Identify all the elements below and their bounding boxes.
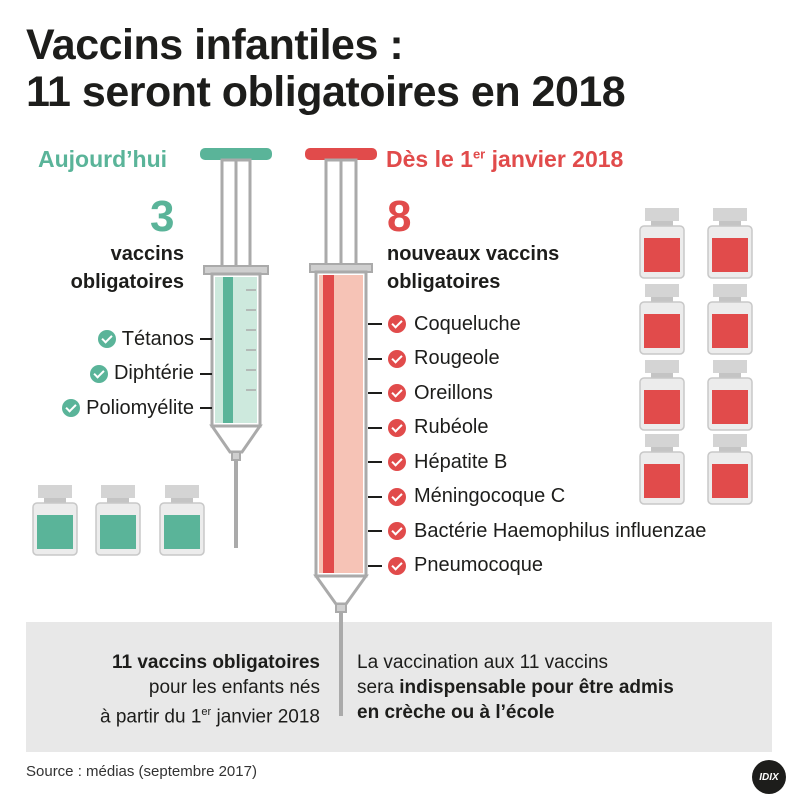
today-label-line-2: obligatoires <box>70 271 184 293</box>
check-circle-icon <box>388 419 406 437</box>
connector-dash <box>368 496 382 498</box>
summary-left-line-3-sup: er <box>201 706 212 718</box>
connector-dash <box>200 373 212 375</box>
vaccine-name: Bactérie Haemophilus influenzae <box>414 519 707 542</box>
summary-left-bold: 11 vaccins obligatoires <box>111 652 320 673</box>
vaccine-name: Rougeole <box>414 347 500 370</box>
check-circle-icon <box>388 384 406 402</box>
from2018-heading <box>386 146 623 173</box>
list-item <box>368 480 706 515</box>
vaccine-name: Pneumocoque <box>414 554 543 577</box>
vaccine-name: Coqueluche <box>414 312 521 335</box>
page-title <box>26 22 625 116</box>
list-item <box>62 357 212 392</box>
summary-right-line-2-plain: sera <box>357 677 400 698</box>
vaccine-name: Hépatite B <box>414 450 508 473</box>
today-count: 3 <box>150 192 175 241</box>
check-circle-icon <box>388 453 406 471</box>
list-item <box>368 514 706 549</box>
check-circle-icon <box>62 399 80 417</box>
summary-right-line-2 <box>357 675 674 700</box>
idix-logo: IDIX <box>752 760 786 794</box>
list-item <box>368 445 706 480</box>
list-item <box>368 376 706 411</box>
from2018-label-line-1: nouveaux vaccins <box>387 243 560 265</box>
connector-dash <box>200 407 212 409</box>
summary-right-line-1: La vaccination aux 11 vaccins <box>357 652 609 673</box>
check-circle-icon <box>388 350 406 368</box>
from2018-label <box>387 240 559 296</box>
list-item <box>62 322 212 357</box>
check-circle-icon <box>388 557 406 575</box>
green-vial-icon <box>33 485 77 555</box>
check-circle-icon <box>388 522 406 540</box>
green-vial-icon <box>160 485 204 555</box>
connector-dash <box>368 392 382 394</box>
red-vial-icon <box>708 284 752 354</box>
summary-left <box>100 650 320 729</box>
check-circle-icon <box>98 330 116 348</box>
from2018-vaccine-list <box>368 307 706 583</box>
source-note: Source : médias (septembre 2017) <box>26 763 257 780</box>
today-label-line-1: vaccins <box>110 243 184 265</box>
connector-dash <box>368 358 382 360</box>
today-heading: Aujourd’hui <box>38 146 168 172</box>
vaccine-name: Oreillons <box>414 381 493 404</box>
today-vaccine-list <box>62 322 212 426</box>
list-item <box>368 549 706 584</box>
connector-dash <box>368 530 382 532</box>
connector-dash <box>200 338 212 340</box>
summary-left-line-3-prefix: à partir du 1 <box>100 706 202 728</box>
list-item <box>368 307 706 342</box>
check-circle-icon <box>388 315 406 333</box>
title-line-1: Vaccins infantiles : <box>26 21 404 69</box>
red-vial-icon <box>640 208 684 278</box>
list-item <box>368 342 706 377</box>
vaccine-name: Rubéole <box>414 416 489 439</box>
list-item <box>368 411 706 446</box>
check-circle-icon <box>388 488 406 506</box>
summary-right <box>357 650 674 725</box>
from2018-label-line-2: obligatoires <box>387 271 501 293</box>
title-line-2: 11 seront obligatoires en 2018 <box>26 68 626 116</box>
from2018-heading-prefix: Dès le 1 <box>386 146 473 172</box>
summary-right-line-2-bold: indispensable pour être admis <box>399 677 674 698</box>
from2018-heading-sup: er <box>472 146 486 162</box>
list-item <box>62 391 212 426</box>
connector-dash <box>368 427 382 429</box>
vaccine-name: Tétanos <box>121 327 194 350</box>
summary-left-line-2: pour les enfants nés <box>148 677 320 698</box>
connector-dash <box>368 565 382 567</box>
today-label <box>71 240 184 296</box>
from2018-heading-suffix: janvier 2018 <box>485 146 624 172</box>
vaccine-name: Poliomyélite <box>86 396 194 419</box>
red-vial-icon <box>708 434 752 504</box>
green-vial-icon <box>96 485 140 555</box>
red-vial-icon <box>708 208 752 278</box>
summary-right-line-3: en crèche ou à l’école <box>357 702 555 723</box>
connector-dash <box>368 323 382 325</box>
vaccine-name: Diphtérie <box>113 362 194 385</box>
connector-dash <box>368 461 382 463</box>
vaccine-name: Méningocoque C <box>414 485 566 508</box>
from2018-count: 8 <box>387 192 412 241</box>
red-vial-icon <box>708 360 752 430</box>
check-circle-icon <box>90 365 108 383</box>
summary-left-line-3-suffix: janvier 2018 <box>211 706 320 728</box>
summary-left-line-3 <box>100 700 320 729</box>
